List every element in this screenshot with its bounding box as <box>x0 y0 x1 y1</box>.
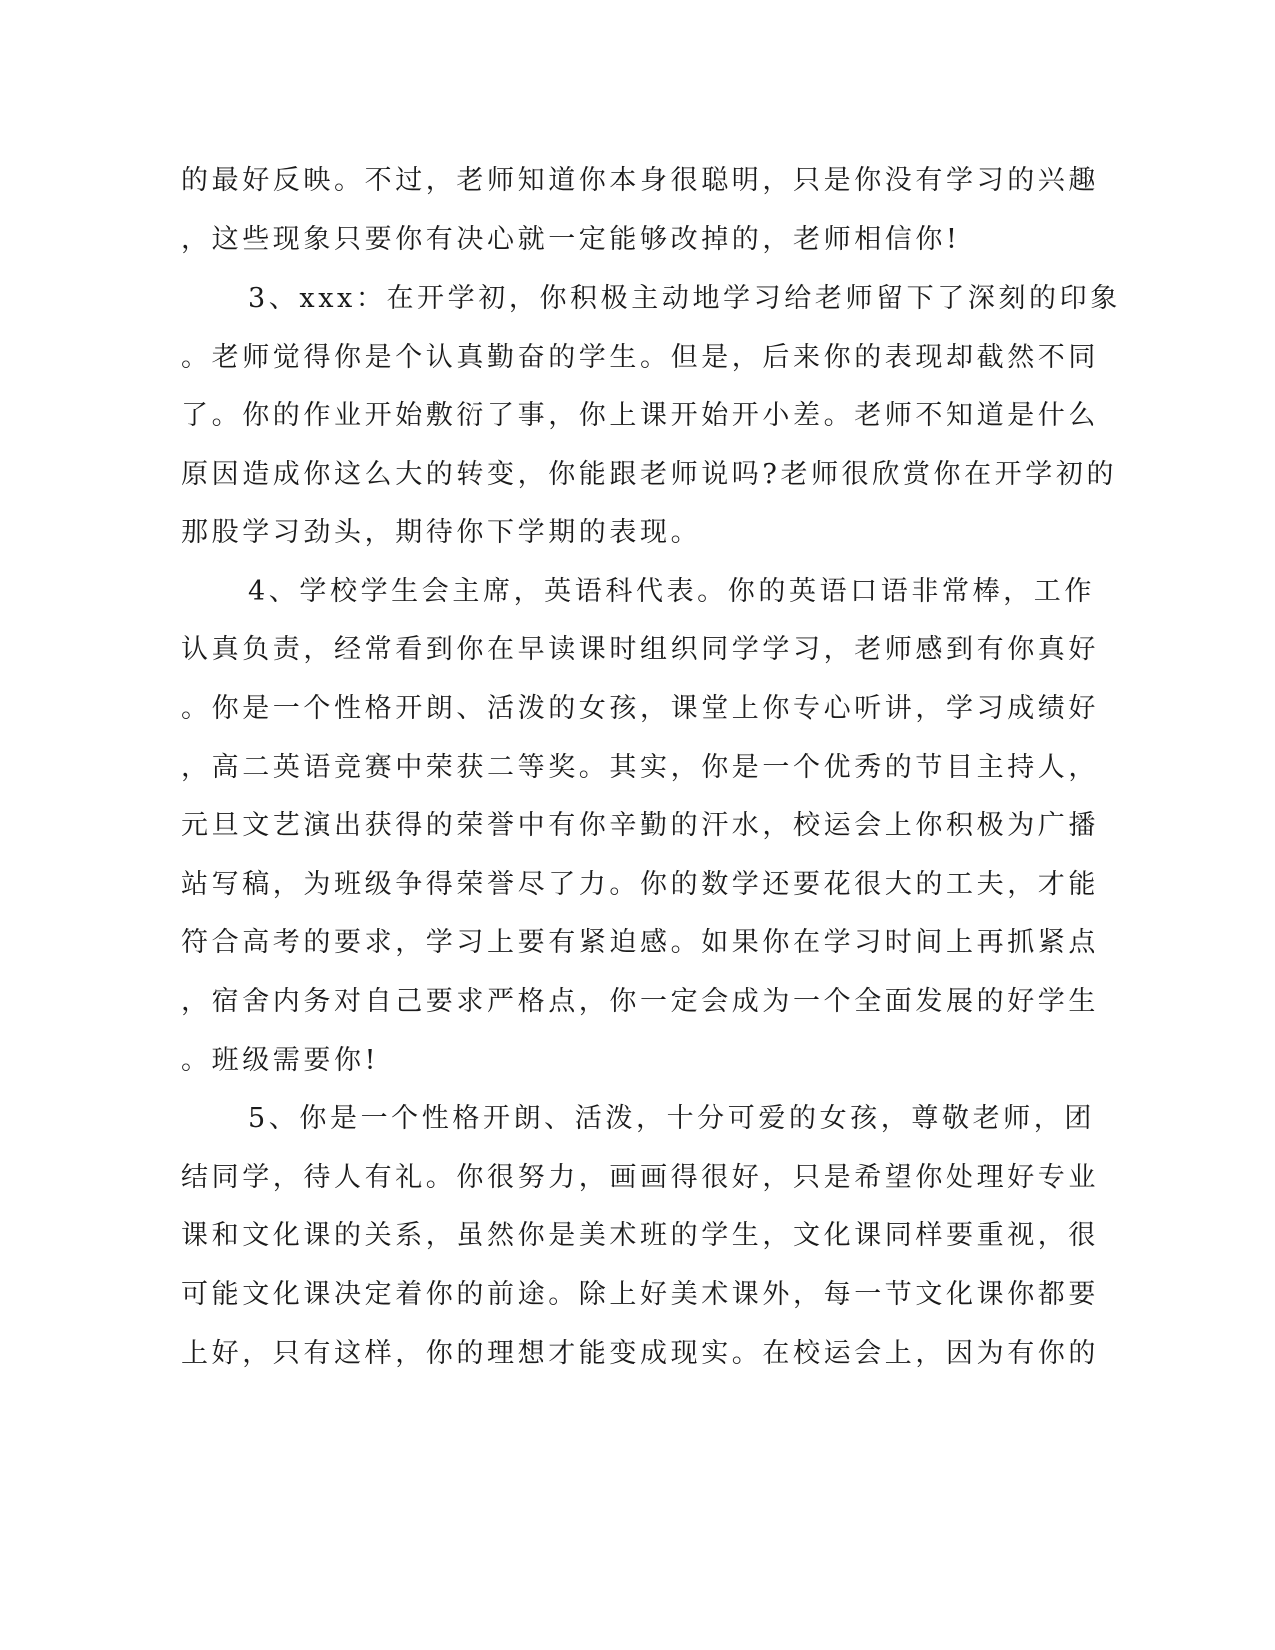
text-line: ，宿舍内务对自己要求严格点，你一定会成为一个全面发展的好学生 <box>181 986 1099 1017</box>
text-line: 原因造成你这么大的转变，你能跟老师说吗?老师很欣赏你在开学初的 <box>181 459 1118 490</box>
text-line: 可能文化课决定着你的前途。除上好美术课外，每一节文化课你都要 <box>181 1279 1099 1310</box>
text-line: 。你是一个性格开朗、活泼的女孩，课堂上你专心听讲，学习成绩好 <box>181 693 1099 724</box>
text-line: 上好，只有这样，你的理想才能变成现实。在校运会上，因为有你的 <box>181 1338 1099 1369</box>
paragraph-3-start: 3、xxx：在开学初，你积极主动地学习给老师留下了深刻的印象 <box>248 283 1121 314</box>
text-line: 。班级需要你! <box>181 1045 380 1076</box>
paragraph-5-start: 5、你是一个性格开朗、活泼，十分可爱的女孩，尊敬老师，团 <box>248 1103 1095 1134</box>
text-line: 站写稿，为班级争得荣誉尽了力。你的数学还要花很大的工夫，才能 <box>181 869 1099 900</box>
text-line: 那股学习劲头，期待你下学期的表现。 <box>181 517 702 548</box>
text-line: 认真负责，经常看到你在早读课时组织同学学习，老师感到有你真好 <box>181 634 1099 665</box>
text-line: ，高二英语竞赛中荣获二等奖。其实，你是一个优秀的节目主持人， <box>181 752 1099 783</box>
text-line: 。老师觉得你是个认真勤奋的学生。但是，后来你的表现却截然不同 <box>181 342 1099 373</box>
text-line: 的最好反映。不过，老师知道你本身很聪明，只是你没有学习的兴趣 <box>181 165 1099 196</box>
text-line: 结同学，待人有礼。你很努力，画画得很好，只是希望你处理好专业 <box>181 1162 1099 1193</box>
text-line: 课和文化课的关系，虽然你是美术班的学生，文化课同样要重视，很 <box>181 1220 1099 1251</box>
text-line: 了。你的作业开始敷衍了事，你上课开始开小差。老师不知道是什么 <box>181 400 1099 431</box>
text-line: 符合高考的要求，学习上要有紧迫感。如果你在学习时间上再抓紧点 <box>181 927 1099 958</box>
text-line: ，这些现象只要你有决心就一定能够改掉的，老师相信你! <box>181 224 961 255</box>
text-line: 元旦文艺演出获得的荣誉中有你辛勤的汗水，校运会上你积极为广播 <box>181 810 1099 841</box>
paragraph-4-start: 4、学校学生会主席，英语科代表。你的英语口语非常棒，工作 <box>248 576 1095 607</box>
